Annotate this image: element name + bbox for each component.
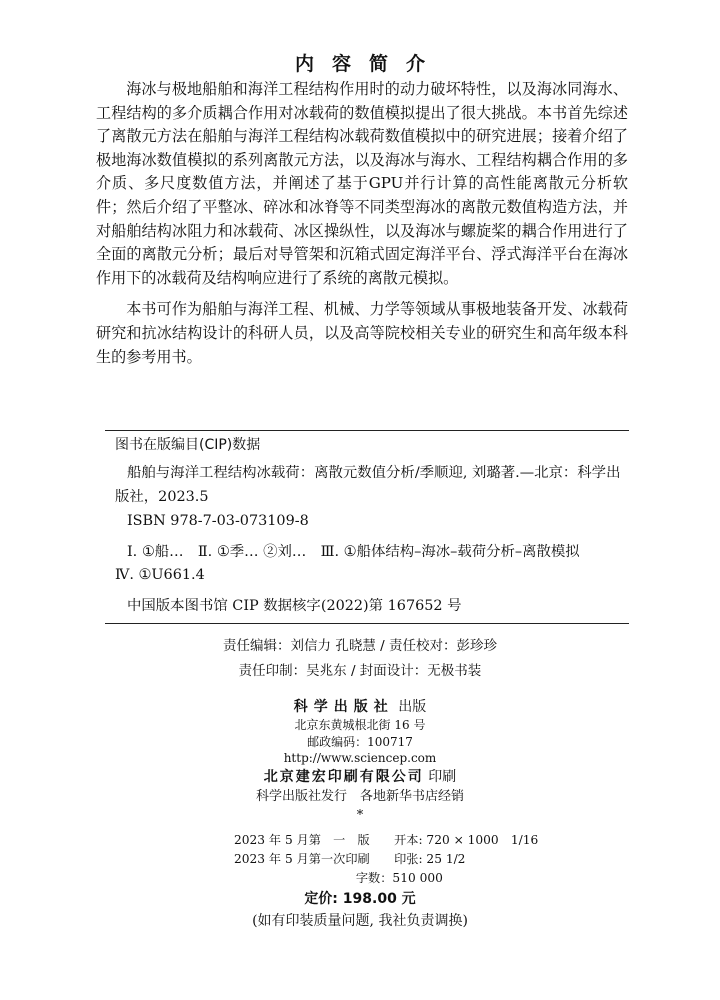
distribution-line: 科学出版社发行 各地新华书店经销 [255,788,464,804]
publisher-line [0,697,720,717]
publisher-name: 科学出版社 [293,699,394,715]
printer-name: 北京建宏印刷有限公司 [263,768,424,785]
editorial-credits [0,634,720,684]
printer-action: 印刷 [428,768,457,785]
credits-line-1: 责任编辑：刘信力 孔晓慧 / 责任校对：彭珍珍 [223,638,497,654]
publisher-address: 北京东黄城根北街 16 号 [294,718,426,732]
cip-heading: 图书在版编目(CIP)数据 [115,437,261,453]
price-label: 定价: 198.00 元 [304,891,416,907]
publisher-website: http://www.sciencep.com [283,751,437,765]
abstract-paragraph-2: 本书可作为船舶与海洋工程、机械、力学等领域从事极地装备开发、冰载荷研究和抗冰结构设计的科研人员，以及高等院校相关专业的研究生和高年级本科生的参考用书。 [96,300,628,366]
abstract-paragraph-1: 海冰与极地船舶和海洋工程结构作用时的动力破坏特性，以及海冰同海水、工程结构的多介质耦合作用对冰载荷的数值模拟提出了很大挑战。本书首先综述了离散元方法在船舶与海洋工程结构冰载荷数值模拟中的研究进展；接着介绍了极地海冰数值模拟的系列离散元方法，以及海冰与海水、工程结构耦合作用的多介质、多尺度数值方法，并阐述了基于GPU并行计算的高性能离散元分析软件；然后介绍了平整冰、碎冰和冰脊等不同类型海冰的离散元数值构造方法，并对船舶结构冰阻力和冰载荷、冰区操纵性，以及海冰与螺旋桨的耦合作用进行了全面的离散元分析；最后对导管架和沉箱式固定海洋平台、浮式海洋平台在海冰作用下的冰载荷及结构响应进行了系统的离散元模拟。 [96,80,628,287]
publisher-info [0,697,720,825]
abstract [96,78,628,369]
cip-isbn: ISBN 978-7-03-073109-8 [127,513,309,529]
credits-line-2: 责任印制：吴兆东 / 封面设计：无极书装 [238,663,482,679]
cip-data-block [105,430,629,624]
publisher-postcode: 邮政编码：100717 [307,734,413,749]
word-count-line: 字数：510 000 [234,871,443,885]
cip-classification: Ⅰ. ①船… Ⅱ. ①季… ②刘… Ⅲ. ①船体结构–海冰–载荷分析–离散模拟 [127,544,580,560]
publisher-action: 出版 [398,699,427,715]
price-block [0,888,720,932]
print-specs [234,831,538,888]
edition-line: 2023 年 5 月第 一 版 开本: 720 × 1000 1/16 [234,833,539,847]
cip-record: 船舶与海洋工程结构冰载荷：离散元数值分析/季顺迎, 刘璐著.—北京：科学出版社，2023.5 [115,465,621,505]
cip-record-number: 中国版本图书馆 CIP 数据核字(2022)第 167652 号 [127,598,462,614]
separator-star: * [356,807,364,823]
price-note: (如有印装质量问题, 我社负责调换) [252,913,468,929]
cip-classification-2: Ⅳ. ①U661.4 [115,567,205,583]
printer-line [0,767,720,787]
printing-line: 2023 年 5 月第一次印刷 印张: 25 1/2 [234,852,466,866]
section-title: 内容简介 [294,53,443,75]
